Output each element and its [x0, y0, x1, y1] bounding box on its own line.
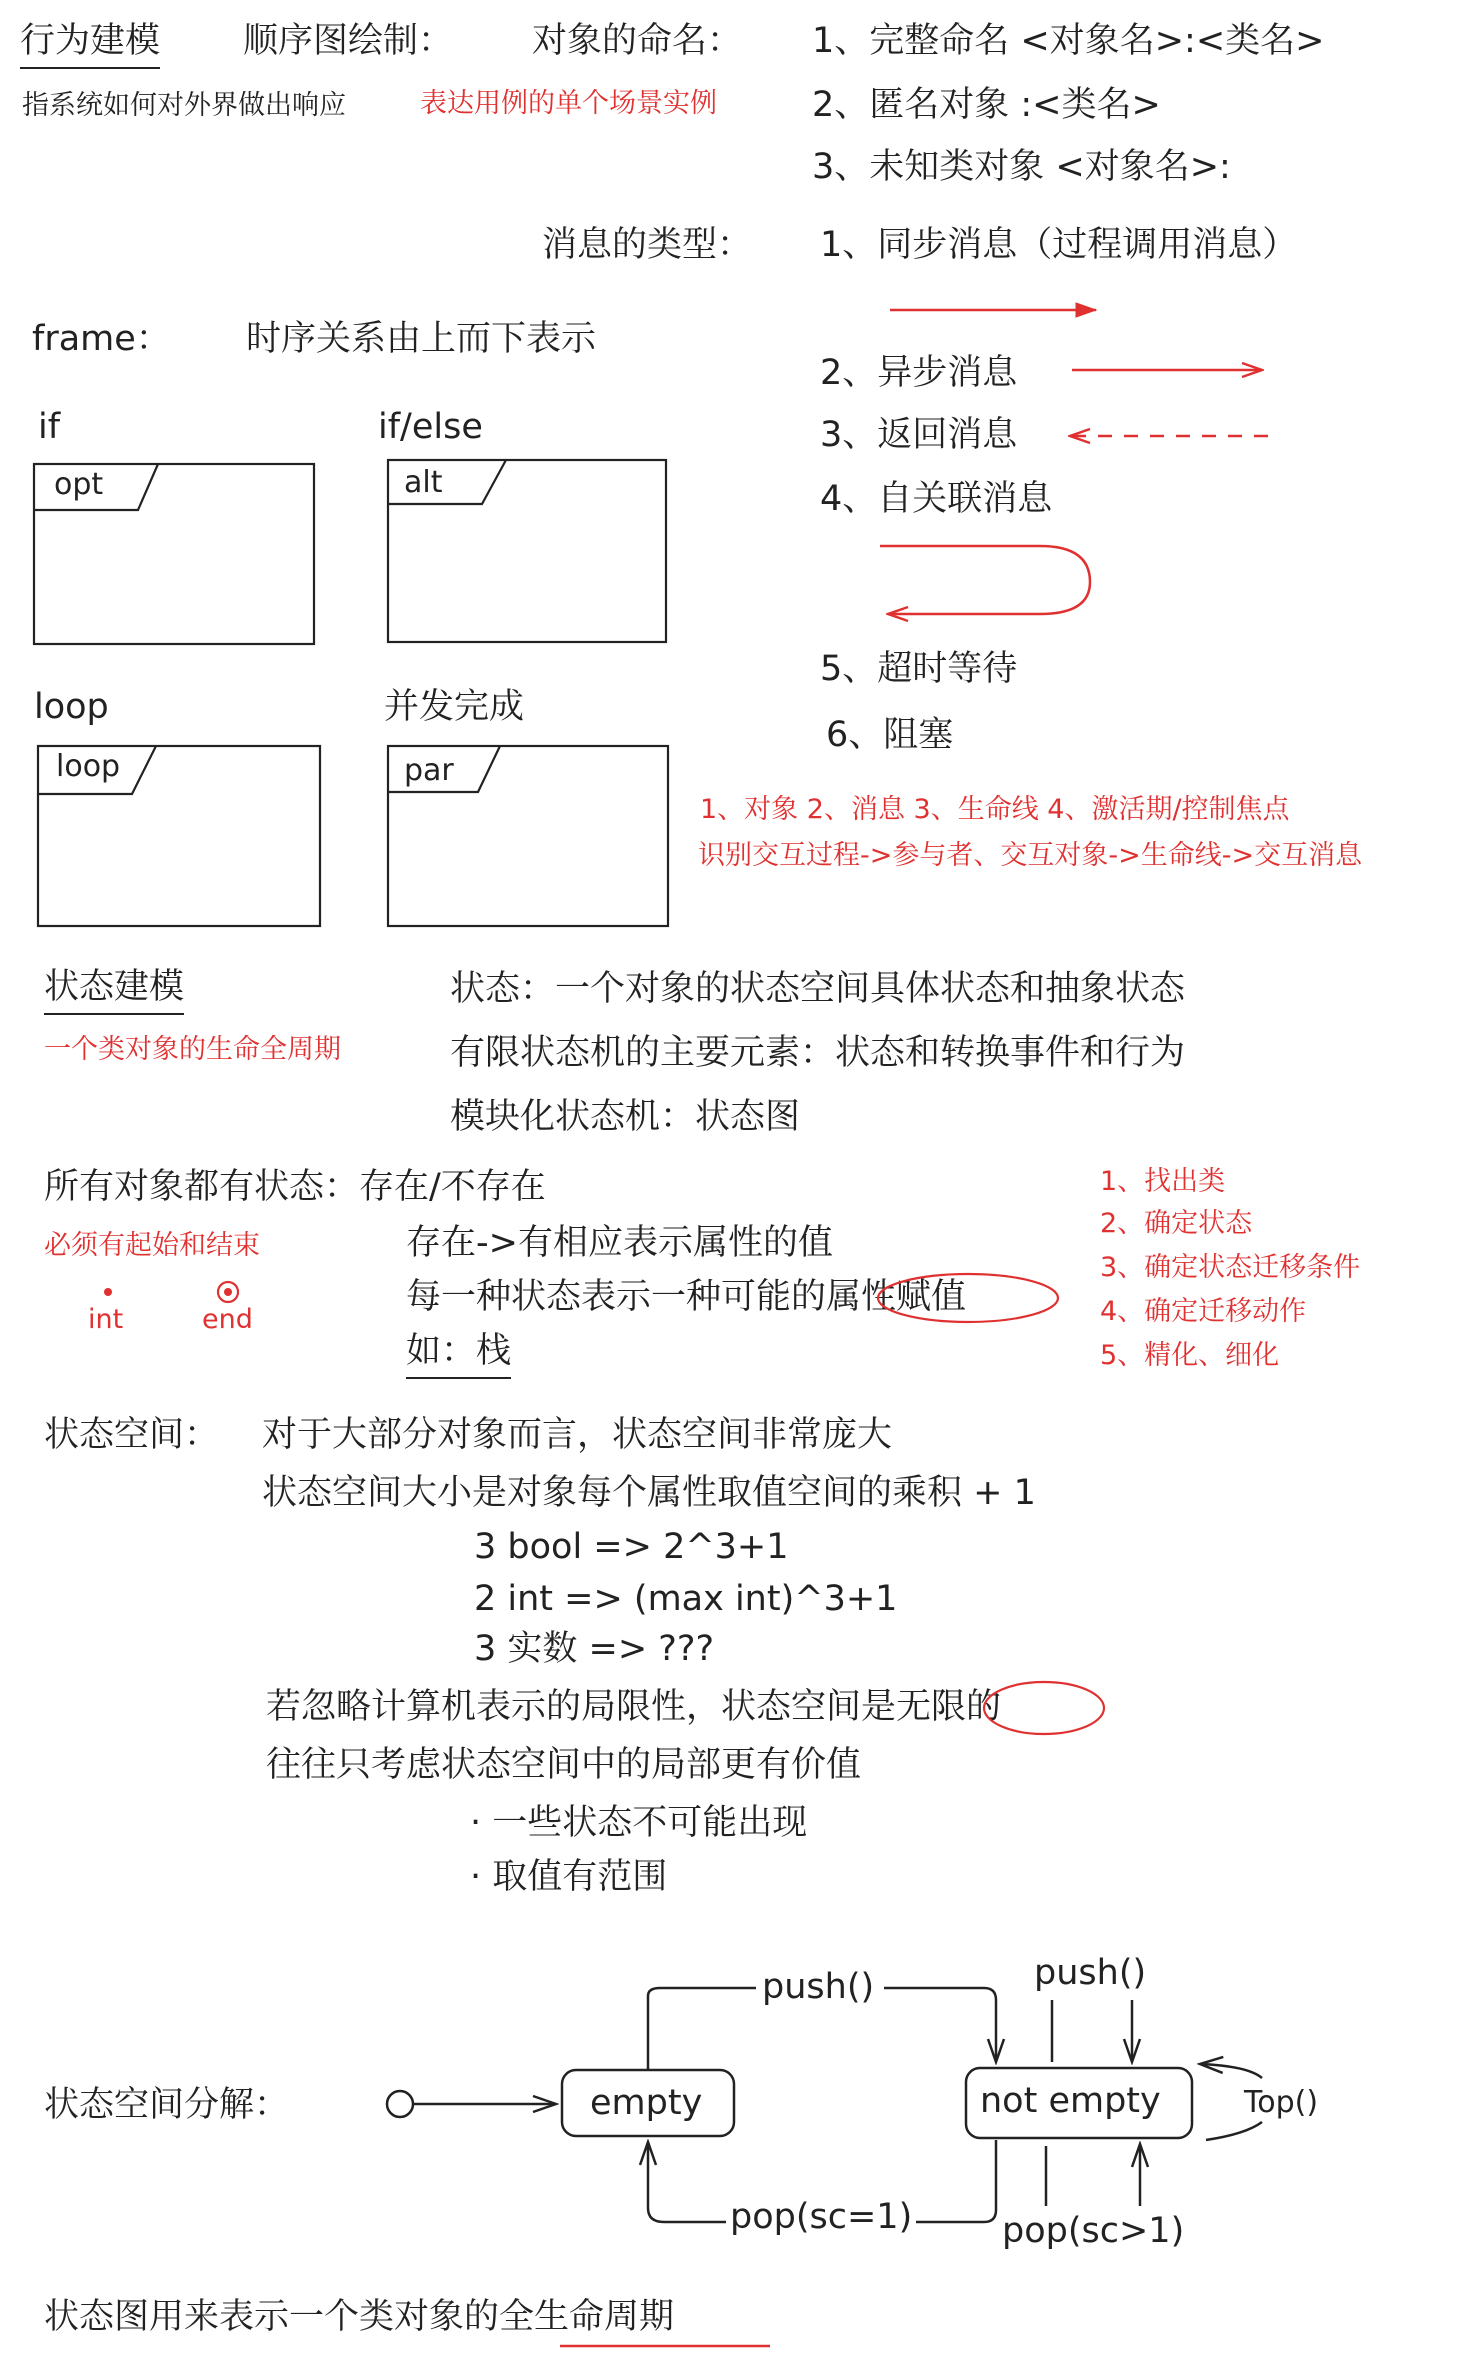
- state-not-empty-label: not empty: [980, 2081, 1161, 2121]
- infinite-circle: [984, 1682, 1104, 1734]
- state-empty-box: [562, 2070, 734, 2136]
- seq-elements: 1、对象 2、消息 3、生命线 4、激活期/控制焦点: [700, 794, 1290, 825]
- seq-identify: 识别交互过程->参与者、交互对象->生命线->交互消息: [698, 840, 1363, 871]
- state-title: 状态建模: [44, 970, 184, 1015]
- message-block: 6、阻塞: [826, 715, 954, 755]
- self-message-arrow: [880, 546, 1090, 614]
- step-2: 2、确定状态: [1100, 1208, 1253, 1239]
- existence-note: 必须有起始和结束: [44, 1230, 260, 1261]
- space-line-2: 状态空间大小是对象每个属性取值空间的乘积 + 1: [262, 1473, 1036, 1513]
- frame-alt: [388, 460, 666, 642]
- attribute-value-circle: [878, 1274, 1058, 1322]
- frame-tag-par: par: [404, 753, 454, 788]
- final-state-marker: [218, 1282, 238, 1302]
- message-async: 2、异步消息: [820, 353, 1018, 393]
- step-1: 1、找出类: [1100, 1166, 1226, 1197]
- frame-opt: [34, 464, 314, 644]
- existence-line-1: 存在->有相应表示属性的值: [406, 1223, 833, 1263]
- state-line-1: 状态：一个对象的状态空间具体状态和抽象状态: [450, 969, 1186, 1009]
- naming-label: 对象的命名：: [532, 21, 743, 61]
- seq-note: 表达用例的单个场景实例: [420, 88, 717, 119]
- naming-item-2: 2、匿名对象 :<类名>: [812, 85, 1161, 125]
- frame-desc: 时序关系由上而下表示: [246, 319, 597, 359]
- existence-line-3: 如：栈: [406, 1334, 511, 1379]
- step-3: 3、确定状态迁移条件: [1100, 1252, 1361, 1283]
- top-self-transition: [1200, 2064, 1262, 2140]
- state-subtitle: 一个类对象的生命全周期: [44, 1034, 341, 1065]
- space-bullet-2: · 取值有范围: [470, 1857, 668, 1897]
- space-example-3: 3 实数 => ???: [474, 1629, 715, 1669]
- push-label-2: push(): [1034, 1953, 1147, 1993]
- pop-label-2: pop(sc>1): [1002, 2211, 1185, 2251]
- frame-par: [388, 746, 668, 926]
- message-timeout: 5、超时等待: [820, 649, 1018, 689]
- frame-tag-opt: opt: [54, 467, 104, 502]
- space-line-3: 若忽略计算机表示的局限性，状态空间是无限的: [266, 1687, 1002, 1727]
- space-line-4: 往往只考虑状态空间中的局部更有价值: [266, 1745, 862, 1785]
- frame-caption-ifelse: if/else: [378, 407, 483, 447]
- space-line-1: 对于大部分对象而言，状态空间非常庞大: [262, 1415, 893, 1455]
- state-empty-label: empty: [590, 2083, 703, 2123]
- state-not-empty-box: [966, 2068, 1192, 2138]
- seq-title: 顺序图绘制：: [243, 21, 454, 61]
- frame-caption-par: 并发完成: [384, 687, 525, 727]
- naming-item-3: 3、未知类对象 <对象名>:: [812, 147, 1231, 187]
- frame-label: frame：: [32, 319, 171, 359]
- message-self: 4、自关联消息: [820, 479, 1053, 519]
- frame-loop: [38, 746, 320, 926]
- push-transition: [648, 1988, 996, 2070]
- messages-label: 消息的类型：: [542, 225, 753, 265]
- decomp-label: 状态空间分解：: [44, 2085, 290, 2125]
- start-pseudostate: [387, 2091, 413, 2117]
- space-label: 状态空间：: [44, 1415, 220, 1455]
- behavior-title: 行为建模: [20, 24, 160, 69]
- pop-to-empty-transition: [648, 2140, 996, 2222]
- message-return: 3、返回消息: [820, 415, 1018, 455]
- init-label: int: [88, 1304, 124, 1335]
- pop-label-1: pop(sc=1): [730, 2197, 913, 2237]
- top-label: Top(): [1244, 2085, 1319, 2120]
- state-line-3: 模块化状态机：状态图: [450, 1097, 801, 1137]
- push-label-1: push(): [762, 1967, 875, 2007]
- initial-state-dot: [104, 1288, 112, 1296]
- step-4: 4、确定迁移动作: [1100, 1296, 1307, 1327]
- frame-caption-if: if: [38, 407, 61, 447]
- naming-item-1: 1、完整命名 <对象名>:<类名>: [812, 21, 1325, 61]
- existence-line-2: 每一种状态表示一种可能的属性赋值: [406, 1277, 967, 1317]
- frame-caption-loop: loop: [34, 687, 109, 727]
- behavior-subtitle: 指系统如何对外界做出响应: [22, 90, 346, 121]
- space-example-1: 3 bool => 2^3+1: [474, 1527, 789, 1567]
- step-5: 5、精化、细化: [1100, 1340, 1280, 1371]
- existence-heading: 所有对象都有状态：存在/不存在: [44, 1167, 546, 1207]
- end-label: end: [202, 1304, 253, 1335]
- frame-tag-alt: alt: [404, 465, 443, 500]
- message-sync: 1、同步消息（过程调用消息）: [820, 225, 1298, 265]
- space-example-2: 2 int => (max int)^3+1: [474, 1579, 898, 1619]
- frame-tag-loop: loop: [56, 749, 121, 784]
- state-line-2: 有限状态机的主要元素：状态和转换事件和行为: [450, 1033, 1186, 1073]
- conclusion: 状态图用来表示一个类对象的全生命周期: [44, 2297, 675, 2337]
- space-bullet-1: · 一些状态不可能出现: [470, 1803, 808, 1843]
